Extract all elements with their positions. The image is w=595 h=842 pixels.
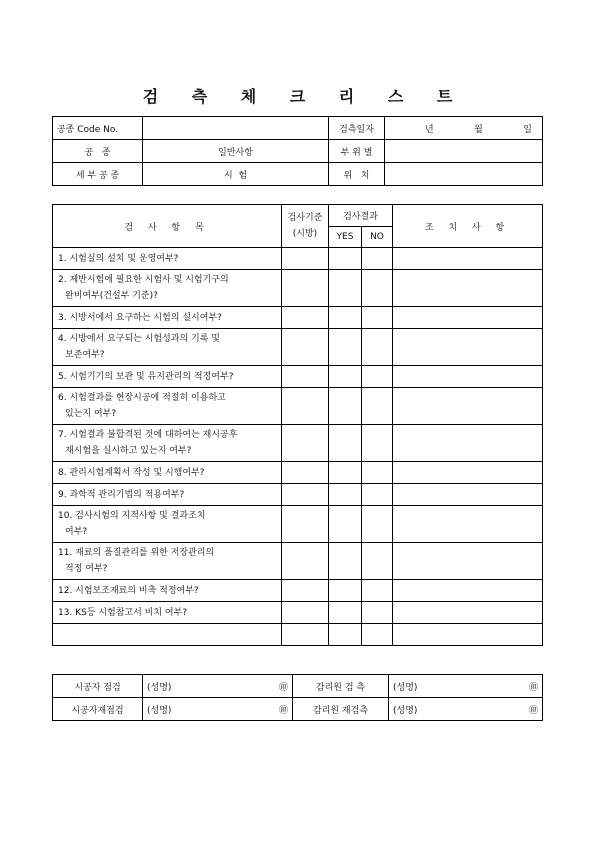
col-no-header: NO: [362, 226, 393, 248]
checklist-item-text: [53, 602, 282, 624]
checklist-standard-cell[interactable]: [282, 329, 329, 366]
checklist-item-line: 여부?: [65, 527, 88, 537]
checklist-action-cell[interactable]: [393, 425, 543, 462]
checklist-no-cell[interactable]: [362, 580, 393, 602]
checklist-item-line: 11. 재료의 품질관리를 위한 저장관리의: [58, 548, 215, 558]
checklist-action-cell[interactable]: [393, 307, 543, 329]
col-standard-line-2: (시방): [292, 229, 318, 239]
checklist-no-cell[interactable]: [362, 388, 393, 425]
checklist-item-line: 2. 제반시험에 필요한 시험사 및 시험기구의: [58, 275, 229, 285]
contractor-recheck-label: 시공자재점검: [53, 698, 143, 721]
checklist-action-cell[interactable]: [393, 462, 543, 484]
checklist-row: [53, 329, 543, 366]
checklist-standard-cell[interactable]: [282, 580, 329, 602]
date-day-label: 일: [523, 124, 532, 135]
header-row-subtrade: [53, 163, 543, 186]
checklist-row: [53, 580, 543, 602]
location-value[interactable]: [385, 163, 543, 186]
subtrade-value[interactable]: 시 험: [143, 163, 329, 186]
checklist-yes-cell[interactable]: [329, 543, 362, 580]
checklist-item-text: [53, 270, 282, 307]
checklist-row: [53, 307, 543, 329]
checklist-row: [53, 366, 543, 388]
checklist-action-cell[interactable]: [393, 248, 543, 270]
checklist-no-cell[interactable]: [362, 462, 393, 484]
checklist-yes-cell[interactable]: [329, 248, 362, 270]
checklist-yes-cell[interactable]: [329, 624, 362, 646]
header-info-table: [52, 116, 543, 186]
checklist-item-line: 보존여부?: [65, 350, 105, 360]
checklist-row: [53, 624, 543, 646]
checklist-no-cell[interactable]: [362, 307, 393, 329]
part-value[interactable]: [385, 140, 543, 163]
supervisor-check-label: 감리원 검 측: [293, 675, 389, 698]
checklist-item-text: [53, 580, 282, 602]
checklist-item-line: 4. 시방에서 요구되는 시험성과의 기록 및: [58, 334, 220, 344]
document-title: 검 측 체 크 리 스 트: [142, 87, 467, 106]
supervisor-recheck-name: (성명): [393, 705, 418, 716]
checklist-yes-cell[interactable]: [329, 462, 362, 484]
checklist-item-text: [53, 329, 282, 366]
checklist-no-cell[interactable]: [362, 543, 393, 580]
checklist-item-text: [53, 624, 282, 646]
checklist-table: [52, 204, 543, 646]
checklist-row: [53, 248, 543, 270]
checklist-item-line: 12. 시험보조재료의 비축 적정여부?: [58, 585, 199, 596]
checklist-row: [53, 270, 543, 307]
checklist-yes-cell[interactable]: [329, 484, 362, 506]
checklist-yes-cell[interactable]: [329, 580, 362, 602]
checklist-item-text: [53, 484, 282, 506]
checklist-no-cell[interactable]: [362, 329, 393, 366]
checklist-standard-cell[interactable]: [282, 462, 329, 484]
checklist-no-cell[interactable]: [362, 506, 393, 543]
checklist-item-line: 10. 검사시험의 지적사항 및 결과조치: [58, 511, 206, 521]
checklist-item-text: [53, 462, 282, 484]
checklist-item-text: [53, 307, 282, 329]
checklist-item-line: 8. 관리시험계획서 작성 및 시행여부?: [58, 467, 205, 478]
contractor-recheck-name: (성명): [147, 705, 172, 716]
checklist-standard-cell[interactable]: [282, 543, 329, 580]
checklist-action-cell[interactable]: [393, 624, 543, 646]
supervisor-recheck-sign[interactable]: [389, 698, 543, 721]
checklist-no-cell[interactable]: [362, 248, 393, 270]
checklist-standard-cell[interactable]: [282, 307, 329, 329]
signature-table: [52, 674, 543, 721]
part-label: 부 위 별: [329, 140, 385, 163]
checklist-action-cell[interactable]: [393, 388, 543, 425]
checklist-item-text: [53, 425, 282, 462]
checklist-action-cell[interactable]: [393, 506, 543, 543]
checklist-item-line: 6. 시험결과를 현장시공에 적절히 이용하고: [58, 393, 226, 403]
col-result-header: 검사결과: [329, 205, 393, 227]
checklist-standard-cell[interactable]: [282, 388, 329, 425]
date-label: 검측일자: [329, 117, 385, 140]
supervisor-check-name: (성명): [393, 682, 418, 693]
supervisor-recheck-label: 감리원 재검측: [293, 698, 389, 721]
checklist-row: [53, 506, 543, 543]
checklist-item-line: 적정 여부?: [65, 564, 108, 574]
checklist-action-cell[interactable]: [393, 543, 543, 580]
col-yes-header: YES: [329, 226, 362, 248]
checklist-yes-cell[interactable]: [329, 388, 362, 425]
location-label: 위 치: [329, 163, 385, 186]
checklist-yes-cell[interactable]: [329, 270, 362, 307]
code-label: 공종 Code No.: [53, 117, 143, 140]
checklist-no-cell[interactable]: [362, 425, 393, 462]
date-value[interactable]: [385, 117, 543, 140]
checklist-row: [53, 425, 543, 462]
checklist-action-cell[interactable]: [393, 366, 543, 388]
checklist-yes-cell[interactable]: [329, 506, 362, 543]
checklist-yes-cell[interactable]: [329, 329, 362, 366]
checklist-yes-cell[interactable]: [329, 425, 362, 462]
checklist-action-cell[interactable]: [393, 329, 543, 366]
seal-icon: ㊞: [278, 705, 288, 716]
checklist-item-line: 5. 시험기기의 보관 및 유지관리의 적정여부?: [58, 371, 234, 382]
date-year-label: 년: [425, 124, 434, 135]
code-value[interactable]: [143, 117, 329, 140]
checklist-item-line: 13. KS등 시험참고서 비치 여부?: [58, 607, 188, 618]
checklist-item-text: [53, 388, 282, 425]
checklist-no-cell[interactable]: [362, 624, 393, 646]
checklist-header-row-1: [53, 205, 543, 227]
contractor-check-label: 시공자 점검: [53, 675, 143, 698]
signature-row-recheck: [53, 698, 543, 721]
seal-icon: ㊞: [528, 705, 538, 716]
checklist-item-line: 1. 시험실의 설치 및 운영여부?: [58, 253, 179, 264]
col-item-header: 검 사 항 목: [53, 205, 282, 248]
checklist-item-line: 있는지 여부?: [65, 409, 117, 419]
seal-icon: ㊞: [278, 682, 288, 693]
col-standard-line-1: 검사기준: [287, 213, 323, 223]
checklist-row: [53, 462, 543, 484]
checklist-standard-cell[interactable]: [282, 624, 329, 646]
checklist-item-text: [53, 543, 282, 580]
col-standard-header: [282, 205, 329, 248]
checklist-action-cell[interactable]: [393, 484, 543, 506]
checklist-row: [53, 602, 543, 624]
checklist-standard-cell[interactable]: [282, 366, 329, 388]
checklist-yes-cell[interactable]: [329, 366, 362, 388]
date-month-label: 월: [474, 124, 483, 135]
checklist-item-line: 완비여부(건설부 기준)?: [65, 291, 158, 301]
checklist-standard-cell[interactable]: [282, 506, 329, 543]
checklist-item-line: 9. 과학적 관리기법의 적용여부?: [58, 489, 185, 500]
trade-label: 공 종: [53, 140, 143, 163]
checklist-no-cell[interactable]: [362, 366, 393, 388]
checklist-item-text: [53, 506, 282, 543]
checklist-body: [53, 248, 543, 646]
checklist-item-text: [53, 248, 282, 270]
checklist-item-line: 3. 시방서에서 요구하는 시험의 실시여부?: [58, 312, 222, 323]
checklist-row: [53, 388, 543, 425]
checklist-item-line: 7. 시험결과 불합격된 것에 대하여는 재시공후: [58, 430, 238, 440]
col-action-header: 조 치 사 항: [393, 205, 543, 248]
checklist-row: [53, 484, 543, 506]
checklist-item-text: [53, 366, 282, 388]
checklist-no-cell[interactable]: [362, 270, 393, 307]
contractor-check-sign[interactable]: [143, 675, 293, 698]
checklist-row: [53, 543, 543, 580]
checklist-standard-cell[interactable]: [282, 602, 329, 624]
checklist-no-cell[interactable]: [362, 484, 393, 506]
checklist-standard-cell[interactable]: [282, 425, 329, 462]
supervisor-check-sign[interactable]: [389, 675, 543, 698]
contractor-check-name: (성명): [147, 682, 172, 693]
header-row-code: [53, 117, 543, 140]
trade-value[interactable]: 일반사항: [143, 140, 329, 163]
checklist-standard-cell[interactable]: [282, 248, 329, 270]
seal-icon: ㊞: [528, 682, 538, 693]
checklist-yes-cell[interactable]: [329, 307, 362, 329]
checklist-action-cell[interactable]: [393, 602, 543, 624]
checklist-standard-cell[interactable]: [282, 484, 329, 506]
checklist-item-line: 재시험을 실시하고 있는지 여부?: [65, 446, 192, 456]
header-row-trade: [53, 140, 543, 163]
checklist-no-cell[interactable]: [362, 602, 393, 624]
checklist-action-cell[interactable]: [393, 580, 543, 602]
signature-row-check: [53, 675, 543, 698]
checklist-standard-cell[interactable]: [282, 270, 329, 307]
checklist-yes-cell[interactable]: [329, 602, 362, 624]
contractor-recheck-sign[interactable]: [143, 698, 293, 721]
subtrade-label: 세 부 공 종: [53, 163, 143, 186]
checklist-action-cell[interactable]: [393, 270, 543, 307]
